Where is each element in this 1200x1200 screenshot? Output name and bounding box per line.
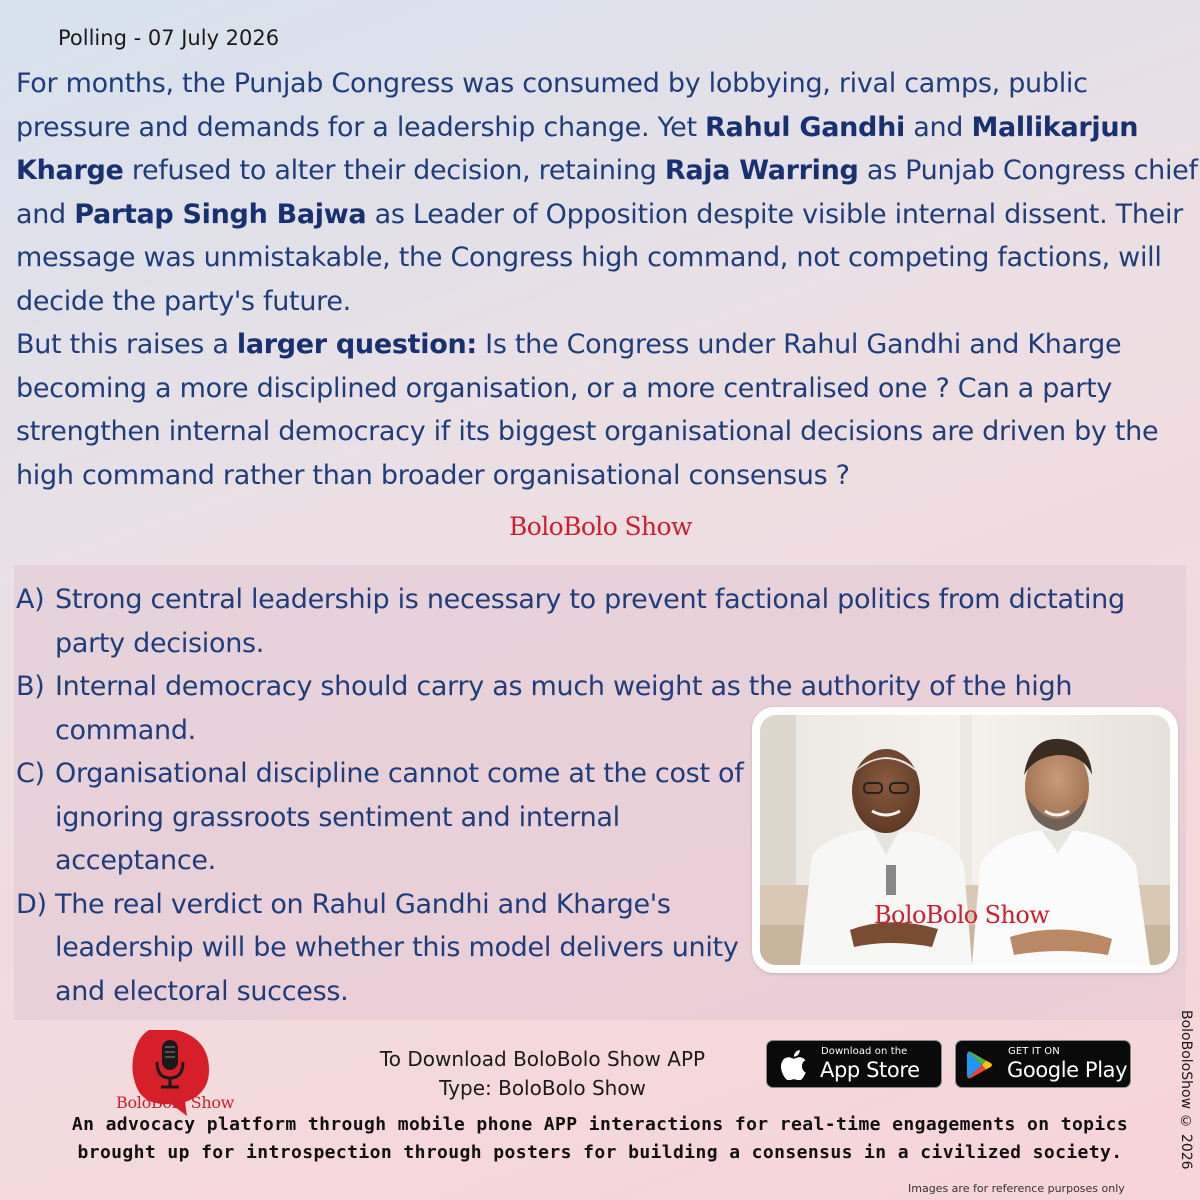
name-rahul-gandhi: Rahul Gandhi: [705, 111, 905, 143]
app-store-big-text: App Store: [820, 1058, 920, 1082]
poll-date: Polling - 07 July 2026: [58, 26, 280, 50]
option-text: Internal democracy should carry as much weight as the authority of the high command.: [55, 671, 1073, 746]
leaders-photo-card: [752, 707, 1178, 973]
app-store-small-text: Download on the: [821, 1046, 908, 1057]
option-d[interactable]: [16, 883, 795, 1014]
photo-watermark: BoloBolo Show: [874, 901, 1050, 929]
logo-text: BoloBolo Show: [116, 1093, 235, 1112]
download-line-1: To Download BoloBolo Show APP: [379, 1047, 706, 1071]
footer-description: An advocacy platform through mobile phone APP interactions for real-time engagements on topics brought up for introspection through posters for building a consensus in a civilized society.: [71, 1114, 1129, 1163]
download-instructions: [350, 1045, 735, 1103]
question-text: refused to alter their decision, retaining: [123, 155, 665, 186]
google-play-icon: [967, 1051, 993, 1079]
question-text: and: [904, 111, 972, 143]
option-text: Organisational discipline cannot come at the cost of ignoring grassroots sentiment and internal acceptance.: [55, 758, 744, 876]
download-line-2: Type: BoloBolo Show: [439, 1076, 646, 1100]
name-mallikarjun-kharge: Mallikarjun Kharge: [16, 111, 1139, 186]
name-partap-singh-bajwa: Partap Singh Bajwa: [74, 198, 367, 230]
option-c[interactable]: [16, 752, 755, 883]
question-text: Is the Congress under Rahul Gandhi and Kharge becoming a more disciplined organisation, or a more centralised one ? Can a party strengthen internal democracy if its biggest organisational decisions are driven by the high command rather than broader organisational consensus ?: [16, 329, 1159, 491]
question-text: For months, the Punjab Congress was consumed by lobbying, rival camps, public pressure and demands for a leadership change. Yet: [16, 68, 1088, 143]
option-key: D): [16, 888, 47, 920]
name-raja-warring: Raja Warring: [664, 155, 859, 186]
google-play-small-text: GET IT ON: [1008, 1046, 1060, 1057]
google-play-big-text: Google Play: [1007, 1058, 1128, 1082]
question-text: as Punjab Congress chief and: [16, 155, 1198, 230]
vertical-copyright: BoloBoloShow © 2026: [1178, 1010, 1194, 1170]
option-a[interactable]: [16, 578, 1186, 665]
option-key: A): [16, 584, 45, 615]
larger-question-label: larger question:: [236, 329, 477, 360]
apple-icon: [781, 1050, 807, 1080]
image-disclaimer: Images are for reference purposes only: [908, 1182, 1125, 1195]
question-text: But this raises a: [16, 329, 237, 360]
app-store-badge[interactable]: [766, 1040, 942, 1088]
option-text: The real verdict on Rahul Gandhi and Kharge's leadership will be whether this model delivers unity and electoral success.: [55, 888, 739, 1007]
option-key: C): [16, 758, 45, 789]
option-key: B): [16, 671, 45, 702]
poll-question: [16, 62, 1200, 497]
question-text: as Leader of Opposition despite visible internal dissent. Their message was unmistakable, the Congress high command, not competing factions, will decide the party's future.: [16, 198, 1183, 317]
brand-watermark: BoloBolo Show: [509, 512, 692, 541]
google-play-badge[interactable]: [955, 1040, 1131, 1088]
option-text: Strong central leadership is necessary to prevent factional politics from dictating party decisions.: [55, 584, 1125, 659]
